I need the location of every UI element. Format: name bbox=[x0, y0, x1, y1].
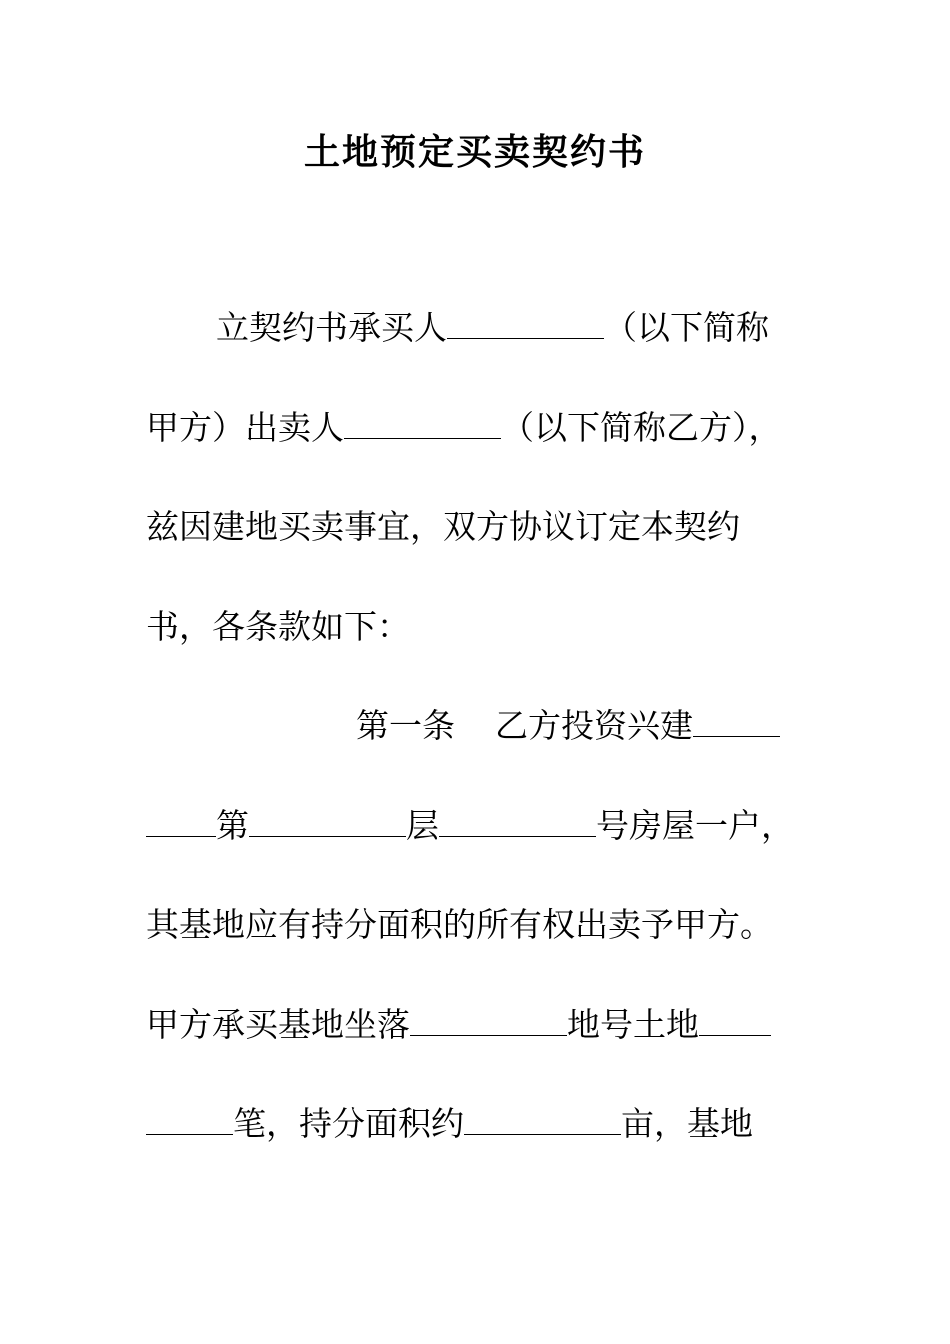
text-segment: 乙方投资兴建 bbox=[495, 706, 693, 745]
text-segment: （以下简称 bbox=[604, 308, 769, 347]
article-number: 第一条 bbox=[356, 706, 455, 745]
text-line-8 bbox=[146, 1003, 826, 1047]
text-segment: 第 bbox=[216, 806, 249, 845]
text-line-2 bbox=[146, 406, 826, 450]
document-title: 土地预定买卖契约书 bbox=[303, 131, 646, 173]
text-segment: 地号土地 bbox=[567, 1005, 699, 1044]
fill-in-blank[interactable] bbox=[344, 410, 501, 439]
text-segment: 号房屋一户， bbox=[596, 806, 794, 845]
fill-in-blank[interactable] bbox=[464, 1106, 621, 1135]
text-line-5 bbox=[146, 704, 950, 748]
fill-in-blank[interactable] bbox=[693, 708, 780, 737]
text-line-1 bbox=[146, 306, 896, 350]
text-segment: 立契约书承买人 bbox=[216, 308, 447, 347]
text-segment: 兹因建地买卖事宜，双方协议订定本契约 bbox=[146, 507, 740, 546]
fill-in-blank[interactable] bbox=[699, 1007, 771, 1036]
text-line-3 bbox=[146, 505, 826, 549]
fill-in-blank[interactable] bbox=[146, 1106, 233, 1135]
text-segment: 亩，基地 bbox=[621, 1104, 753, 1143]
fill-in-blank[interactable] bbox=[146, 808, 216, 837]
text-segment: 笔，持分面积约 bbox=[233, 1104, 464, 1143]
fill-in-blank[interactable] bbox=[410, 1007, 567, 1036]
text-segment: 甲方）出卖人 bbox=[146, 408, 344, 447]
text-segment: 层 bbox=[406, 806, 439, 845]
text-segment: 甲方承买基地坐落 bbox=[146, 1005, 410, 1044]
text-line-4 bbox=[146, 605, 826, 649]
text-line-9 bbox=[146, 1102, 826, 1146]
fill-in-blank[interactable] bbox=[439, 808, 596, 837]
text-segment: （以下简称乙方）， bbox=[501, 408, 782, 447]
text-line-7 bbox=[146, 903, 826, 947]
fill-in-blank[interactable] bbox=[249, 808, 406, 837]
text-segment: 书，各条款如下： bbox=[146, 607, 410, 646]
text-segment: 其基地应有持分面积的所有权出卖予甲方。 bbox=[146, 905, 773, 944]
text-line-6 bbox=[146, 804, 826, 848]
fill-in-blank[interactable] bbox=[447, 310, 604, 339]
